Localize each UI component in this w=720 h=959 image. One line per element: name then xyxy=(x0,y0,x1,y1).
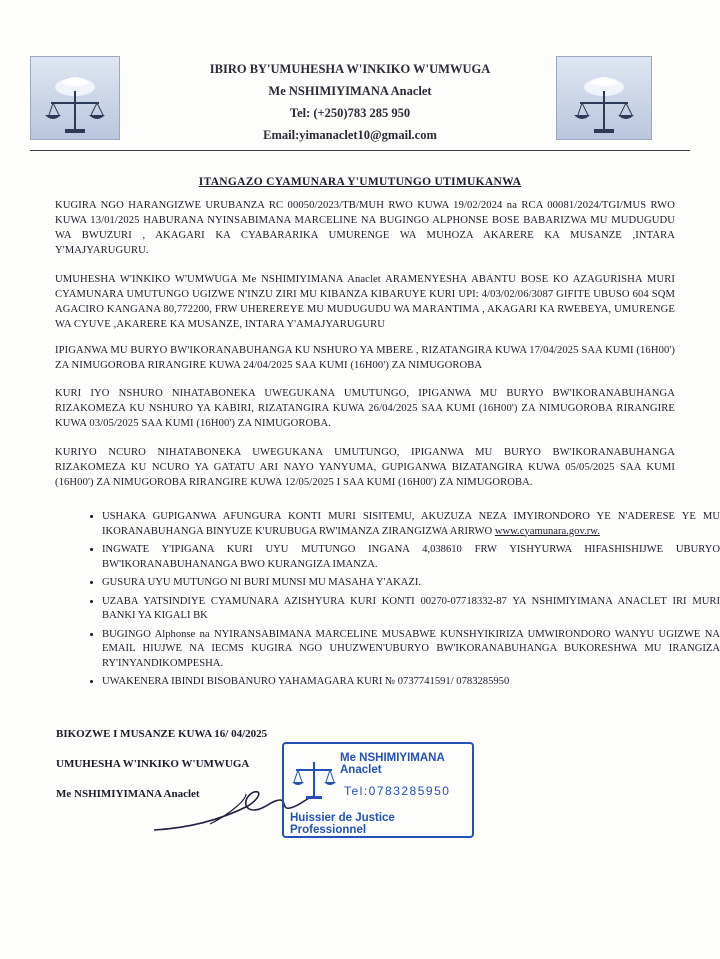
list-item xyxy=(102,510,720,539)
office-name: IBIRO BY'UMUHESHA W'INKIKO W'UMWUGA xyxy=(209,62,491,76)
auction-website-link[interactable]: www.cyamunara.gov.rw. xyxy=(494,525,600,537)
stamp-title: Huissier de Justice Professionnel xyxy=(290,812,395,836)
logo-right-justice-emblem xyxy=(556,56,652,140)
logo-left-justice-emblem xyxy=(30,56,120,140)
signatory-name: Me NSHIMIYIMANA Anaclet xyxy=(56,788,200,800)
stamp-phone: Tel:0783285950 xyxy=(344,784,451,798)
list-item: • UZABA YATSINDIYE CYAMUNARA AZISHYURA KURI KONTI 00270-07718332-87 YA NSHIMIYIMANA ANACLET IRI MURI BANKI YA KIGALI BK xyxy=(102,595,720,624)
phone-number: Tel: (+250)783 285 950 xyxy=(289,106,411,120)
scales-icon xyxy=(290,758,338,802)
bailiff-name: Me NSHIMIYIMANA Anaclet xyxy=(268,84,432,98)
header-divider xyxy=(30,150,690,151)
paragraph-second-auction: KURI IYO NSHURO NIHATABONEKA UWEGUKANA UMUTUNGO, IPIGANWA MU BURYO BW'IKORANABUHANGA RIZAKOMEZA KU NSHURO YA KABIRI, RIZATANGIRA KUWA 26/04/2025 SAA KUMI (16H00') ZA NIMUGOROBA RIRANGIRE KUWA 03/05/2025 SAA KUMI (16H00') ZA NIMUGOROBA. xyxy=(55,388,675,429)
list-item: • GUSURA UYU MUTUNGO NI BURI MUNSI MU MASAHA Y'AKAZI. xyxy=(102,576,720,591)
letterhead xyxy=(150,58,550,146)
list-item: • UWAKENERA IBINDI BISOBANURO YAHAMAGARA KURI № 0737741591/ 0783285950 xyxy=(102,675,720,690)
paragraph-property-description: UMUHESHA W'INKIKO W'UMWUGA Me NSHIMIYIMANA Anaclet ARAMENYESHA ABANTU BOSE KO AZAGURISHA MURI CYAMUNARA UMUTUNGO UGIZWE N'INZU ZIRI MU KIBANZA KIBARUYE KURI UPI: 4/03/02/06/3087 GIFITE UBUSO 604 SQM AGACIRO KANGANA 80,772200, FRW UHEREREYE MU MUDUGUDU WA MARANTIMA , AKAGARI KA RWEBEYA, UMURENGE WA CYUVE ,AKARERE KA MUSANZE, INTARA Y'AMAJYARUGURU xyxy=(55,274,675,330)
signatory-role: UMUHESHA W'INKIKO W'UMWUGA xyxy=(56,758,250,770)
official-stamp xyxy=(282,742,474,838)
list-item: • BUGINGO Alphonse na NYIRANSABIMANA MARCELINE MUSABWE KUNSHYIKIRIZA UMWIRONDORO WANYU UGIZWE NA EMAIL HIUJWE NA IECMS KUGIRA NGO UHUZWEN'UBURYO BW'IKORANABUHANGA BUKORESHWA MU IRANGIZA RY'INYANDIKOMPESHA. xyxy=(102,628,720,672)
scales-dove-icon xyxy=(557,57,651,139)
paragraph-case-reference: KUGIRA NGO HARANGIZWE URUBANZA RC 00050/2023/TB/MUH RWO KUWA 19/02/2024 na RCA 00081/2024/TGI/MUS RWO KUWA 13/01/2025 HABURANA NYINSABIMANA MARCELINE NA BUGINGO ALPHONSE BOSE BABARIZWA MU MUDUGUDU WA BWUZURI , AKAGARI KA CYABARARIKA UMURENGE WA MUHOZA AKARERE KA MUSANZE ,INTARA Y'MAJYARUGURU. xyxy=(55,200,675,256)
stamp-name: Me NSHIMIYIMANA Anaclet xyxy=(340,752,445,776)
bullet-account-text: USHAKA GUPIGANWA AFUNGURA KONTI MURI SISITEMU, AKUZUZA NEZA IMYIRONDORO YE N'ADERESE YE MU IKORANABUHANGA BINYUZE K'URUBUGA RW'IMANZA ZIRANGIZWA ARIRWO xyxy=(102,511,720,537)
notice-title: ITANGAZO CYAMUNARA Y'UMUTUNGO UTIMUKANWA xyxy=(198,176,522,188)
list-item: • INGWATE Y'IPIGANA KURI UYU MUTUNGO INGANA 4,038610 FRW YISHYURWA HIFASHISHIJWE UBURYO BW'IKORANABUHANANGA BWO KURANGIZA IMANZA. xyxy=(102,543,720,572)
paragraph-third-auction: KURIYO NCURO NIHATABONEKA UWEGUKANA UMUTUNGO, IPIGANWA MU BURYO BW'IKORANABUHANGA RIZAKOMEZA KU NCURO YA GATATU ARI NAYO YANYUMA, GUPIGANWA BIZATANGIRA KUWA 05/05/2025 SAA KUMI (16H00') ZA NIMUGOROBA RIRANGIRE KUWA 12/05/2025 I SAA KUMI (16H00') ZA NIMUGOROBA. xyxy=(55,447,675,488)
place-and-date: BIKOZWE I MUSANZE KUWA 16/ 04/2025 xyxy=(56,728,268,740)
email-address: Email:yimanaclet10@gmail.com xyxy=(263,128,437,142)
scales-dove-icon xyxy=(31,57,119,139)
conditions-list xyxy=(58,510,720,694)
paragraph-first-auction: IPIGANWA MU BURYO BW'IKORANABUHANGA KU NSHURO YA MBERE , RIZATANGIRA KUWA 17/04/2025 SAA KUMI (16H00') ZA NIMUGOROBA RIRANGIRE KUWA 24/04/2025 SAA KUMI (16H00') ZA NIMUGOROBA xyxy=(55,345,675,371)
